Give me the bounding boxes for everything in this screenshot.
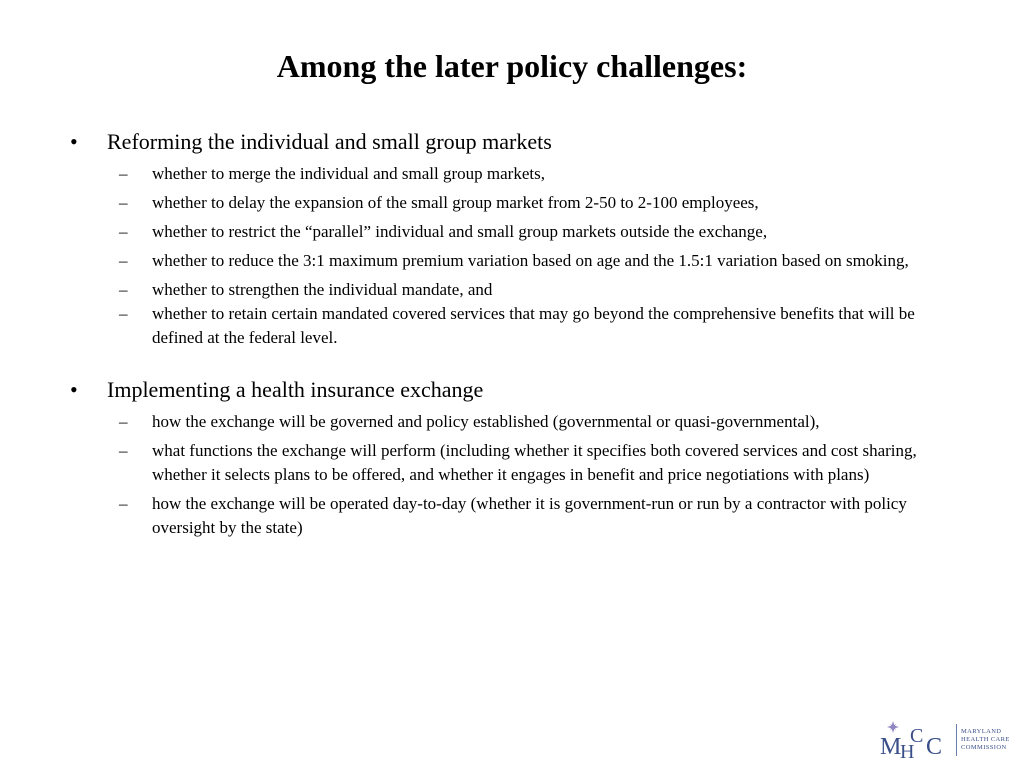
logo-text-line: HEALTH CARE [961, 736, 1010, 743]
slide-content [0, 128, 1024, 545]
sub-bullet-item [0, 249, 1024, 273]
sub-bullet-list [0, 410, 1024, 540]
dash-icon: – [119, 164, 128, 183]
sub-bullet-item [0, 278, 1024, 302]
sub-bullet-item [0, 410, 1024, 434]
bullet-icon: • [70, 129, 78, 154]
section-health-insurance-exchange [0, 376, 1024, 540]
bullet-heading [0, 376, 1024, 404]
sub-bullet-text: whether to delay the expansion of the small group market from 2-50 to 2-100 employees, [152, 193, 759, 212]
dash-icon: – [119, 222, 128, 241]
sub-bullet-text: whether to retain certain mandated covered services that may go beyond the comprehensive benefits that will be defined at the federal level. [152, 304, 915, 347]
logo-wordmark [961, 728, 1021, 752]
sub-bullet-item [0, 162, 1024, 186]
bullet-heading-text: Implementing a health insurance exchange [107, 377, 484, 402]
sub-bullet-text: how the exchange will be operated day-to-day (whether it is government-run or run by a contractor with policy oversight by the state) [152, 494, 907, 537]
mhcc-logo [880, 718, 1016, 760]
sub-bullet-item [0, 439, 1024, 487]
dash-icon: – [119, 304, 128, 323]
logo-letter-c-upper: C [910, 725, 924, 747]
dash-icon: – [119, 193, 128, 212]
bullet-icon: • [70, 377, 78, 402]
sub-bullet-item [0, 302, 1024, 350]
sub-bullet-text: whether to restrict the “parallel” individual and small group markets outside the exchange, [152, 222, 768, 241]
sub-bullet-item [0, 492, 1024, 540]
logo-letter-h: H [900, 741, 915, 760]
logo-divider [956, 724, 957, 756]
logo-mark [880, 720, 954, 760]
dash-icon: – [119, 441, 128, 460]
logo-letter-m: M [880, 734, 902, 760]
sub-bullet-item [0, 191, 1024, 215]
bullet-heading-text: Reforming the individual and small group markets [107, 129, 552, 154]
sub-bullet-text: whether to reduce the 3:1 maximum premium variation based on age and the 1.5:1 variation based on smoking, [152, 251, 909, 270]
sub-bullet-list [0, 162, 1024, 350]
sub-bullet-text: how the exchange will be governed and policy established (governmental or quasi-governmental), [152, 412, 820, 431]
bullet-heading [0, 128, 1024, 156]
dash-icon: – [119, 251, 128, 270]
logo-text-line: COMMISSION [961, 744, 1007, 751]
logo-text-line: MARYLAND [961, 728, 1002, 735]
sub-bullet-text: what functions the exchange will perform (including whether it specifies both covered services and cost sharing, whether it selects plans to be offered, and whether it engages in benefit and price negotiations with plans) [152, 441, 917, 484]
sub-bullet-text: whether to merge the individual and small group markets, [152, 164, 545, 183]
section-individual-small-group [0, 128, 1024, 350]
dash-icon: – [119, 412, 128, 431]
sub-bullet-item [0, 220, 1024, 244]
star-icon [887, 721, 899, 733]
logo-letter-c-lower: C [926, 734, 943, 760]
dash-icon: – [119, 280, 128, 299]
dash-icon: – [119, 494, 128, 513]
sub-bullet-text: whether to strengthen the individual mandate, and [152, 280, 493, 299]
slide-title: Among the later policy challenges: [276, 48, 748, 84]
